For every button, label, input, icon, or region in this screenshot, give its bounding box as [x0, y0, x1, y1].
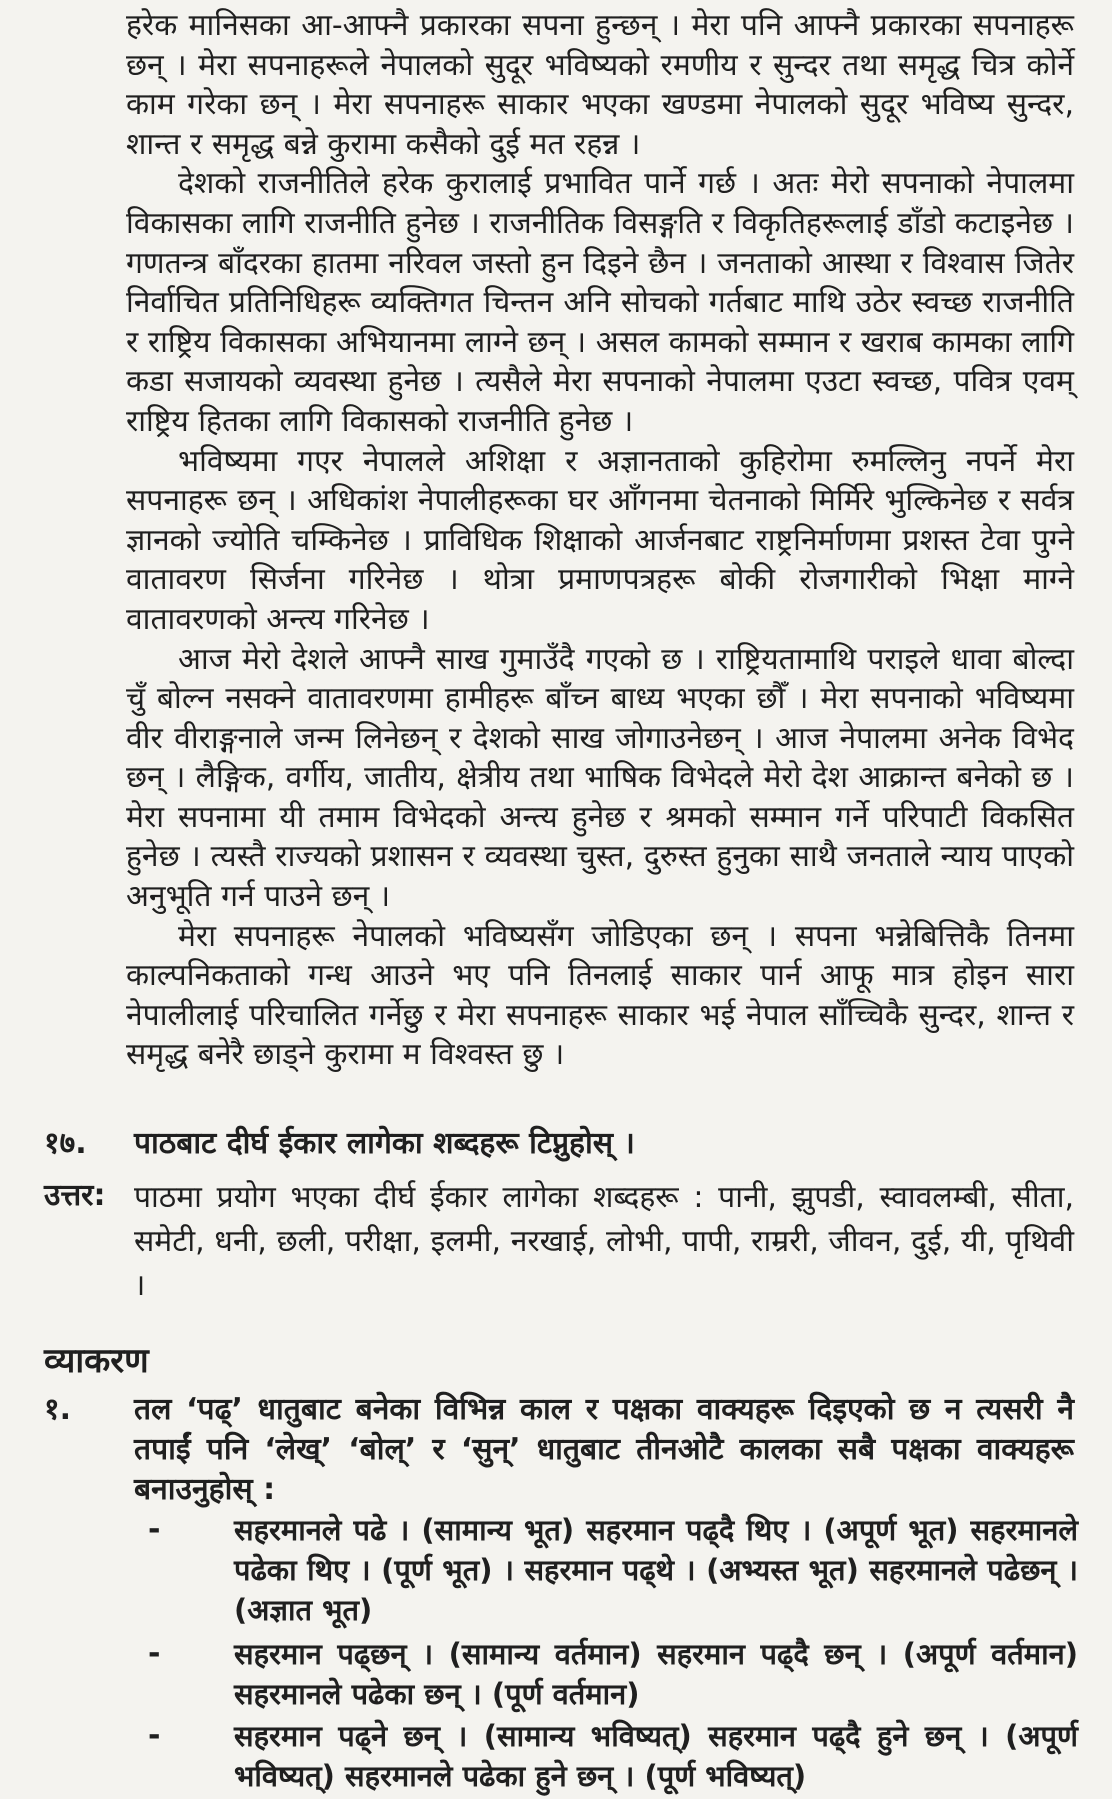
- example-present: [148, 1634, 1078, 1714]
- bullet-dash: -: [148, 1718, 161, 1753]
- example-text: सहरमान पढ्ने छन् । (सामान्य भविष्यत्) सहरमान पढ्दै हुने छन् । (अपूर्ण भविष्यत्) सहरमानले पढेका हुने छन् । (पूर्ण भविष्यत्): [234, 1719, 1078, 1793]
- question-number: १७.: [44, 1126, 87, 1161]
- task-text: तल ‘पढ्’ धातुबाट बनेका विभिन्न काल र पक्षका वाक्यहरू दिइएको छ न त्यसरी नै तपाईं पनि ‘लेख्’ ‘बोल्’ र ‘सुन्’ धातुबाट तीनओटै कालका सबै पक्षका वाक्यहरू बनाउनुहोस् :: [134, 1392, 1074, 1507]
- essay-paragraph: भविष्यमा गएर नेपालले अशिक्षा र अज्ञानताको कुहिरोमा रुमल्लिनु नपर्ने मेरा सपनाहरू छन् । अधिकांश नेपालीहरूका घर आँगनमा चेतनाको मिर्मिरे भुल्किनेछ र सर्वत्र ज्ञानको ज्योति चम्किनेछ । प्राविधिक शिक्षाको आर्जनबाट राष्ट्रनिर्माणमा प्रशस्त टेवा पुग्ने वातावरण सिर्जना गरिनेछ । थोत्रा प्रमाणपत्रहरू बोकी रोजगारीको भिक्षा माग्ने वातावरणको अन्त्य गरिनेछ ।: [126, 443, 1074, 637]
- essay-paragraph: आज मेरो देशले आफ्नै साख गुमाउँदै गएको छ । राष्ट्रियतामाथि पराइले धावा बोल्दा चुँ बोल्न नसक्ने वातावरणमा हामीहरू बाँच्न बाध्य भएका छौँ । मेरा सपनाको भविष्यमा वीर वीराङ्गनाले जन्म लिनेछन् र देशको साख जोगाउनेछन् । आज नेपालमा अनेक विभेद छन् । लैङ्गिक, वर्गीय, जातीय, क्षेत्रीय तथा भाषिक विभेदले मेरो देश आक्रान्त बनेको छ । मेरा सपनामा यी तमाम विभेदको अन्त्य हुनेछ र श्रमको सम्मान गर्ने परिपाटी विकसित हुनेछ । त्यस्तै राज्यको प्रशासन र व्यवस्था चुस्त, दुरुस्त हुनुका साथै जनताले न्याय पाएको अनुभूति गर्न पाउने छन् ।: [126, 641, 1074, 915]
- bullet-dash: -: [148, 1512, 161, 1547]
- answer-text: पाठमा प्रयोग भएका दीर्घ ईकार लागेका शब्दहरू : पानी, झुपडी, स्वावलम्बी, सीता, समेटी, धनी, छली, परीक्षा, इलमी, नरखाई, लोभी, पापी, राम्ररी, जीवन, दुई, यी, पृथिवी ।: [134, 1180, 1074, 1303]
- grammar-task: [44, 1390, 1074, 1510]
- example-past: [148, 1510, 1078, 1630]
- essay-paragraph: हरेक मानिसका आ-आफ्नै प्रकारका सपना हुन्छन् । मेरा पनि आफ्नै प्रकारका सपनाहरू छन् । मेरा सपनाहरूले नेपालको सुदूर भविष्यको रमणीय र सुन्दर तथा समृद्ध चित्र कोर्ने काम गरेका छन् । मेरा सपनाहरू साकार भएका खण्डमा नेपालको सुदूर भविष्य सुन्दर, शान्त र समृद्ध बन्ने कुरामा कसैको दुई मत रहन्न ।: [126, 8, 1074, 162]
- example-future: [148, 1716, 1078, 1796]
- question-17: [44, 1124, 1074, 1164]
- bullet-dash: -: [148, 1636, 161, 1671]
- essay-paragraph: देशको राजनीतिले हरेक कुरालाई प्रभावित पार्ने गर्छ । अतः मेरो सपनाको नेपालमा विकासका लागि राजनीति हुनेछ । राजनीतिक विसङ्गति र विकृतिहरूलाई डाँडो कटाइनेछ । गणतन्त्र बाँदरका हातमा नरिवल जस्तो हुन दिइने छैन । जनताको आस्था र विश्वास जितेर निर्वाचित प्रतिनिधिहरू व्यक्तिगत चिन्तन अनि सोचको गर्तबाट माथि उठेर स्वच्छ राजनीति र राष्ट्रिय विकासका अभियानमा लाग्ने छन् । असल कामको सम्मान र खराब कामका लागि कडा सजायको व्यवस्था हुनेछ । त्यसैले मेरा सपनाको नेपालमा एउटा स्वच्छ, पवित्र एवम् राष्ट्रिय हितका लागि विकासको राजनीति हुनेछ ।: [126, 166, 1074, 439]
- example-text: सहरमानले पढे । (सामान्य भूत) सहरमान पढ्दै थिए । (अपूर्ण भूत) सहरमानले पढेका थिए । (पूर्ण भूत) । सहरमान पढ्थे । (अभ्यस्त भूत) सहरमानले पढेछन् । (अज्ञात भूत): [234, 1513, 1078, 1627]
- grammar-heading: व्याकरण: [44, 1341, 149, 1381]
- essay-paragraph: मेरा सपनाहरू नेपालको भविष्यसँग जोडिएका छन् । सपना भन्नेबित्तिकै तिनमा काल्पनिकताको गन्ध आउने भए पनि तिनलाई साकार पार्न आफू मात्र होइन सारा नेपालीलाई परिचालित गर्नेछु र मेरा सपनाहरू साकार भई नेपाल साँच्चिकै सुन्दर, शान्त र समृद्ध बनेरै छाड्ने कुरामा म विश्वस्त छु ।: [126, 918, 1074, 1073]
- essay-body: [126, 6, 1074, 1075]
- question-text: पाठबाट दीर्घ ईकार लागेका शब्दहरू टिप्नुहोस् ।: [134, 1126, 635, 1161]
- task-number: १.: [44, 1392, 71, 1427]
- answer-label: उत्तर:: [44, 1178, 106, 1213]
- answer-block: [44, 1176, 1074, 1308]
- example-text: सहरमान पढ्छन् । (सामान्य वर्तमान) सहरमान पढ्दै छन् । (अपूर्ण वर्तमान) सहरमानले पढेका छन् । (पूर्ण वर्तमान): [234, 1637, 1078, 1711]
